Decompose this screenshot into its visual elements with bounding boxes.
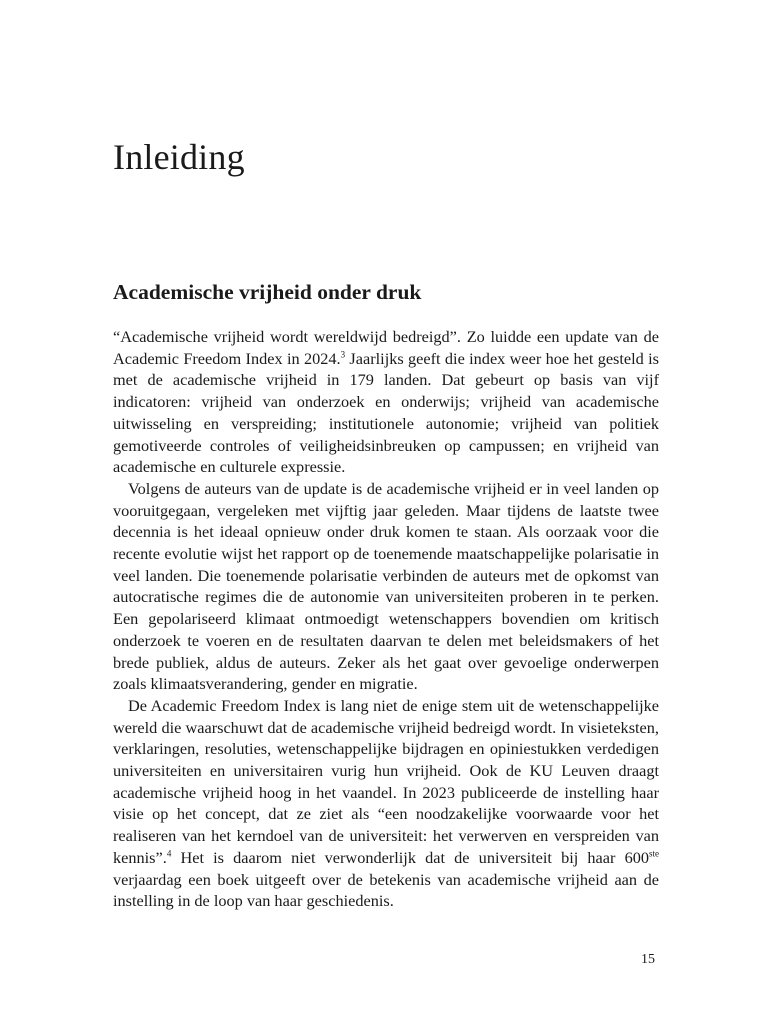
paragraph-3-text-b: Het is daarom niet verwonderlijk dat de universiteit bij haar 600 bbox=[171, 847, 649, 867]
body-text bbox=[113, 326, 659, 912]
paragraph-3-text-c: verjaardag een boek uitgeeft over de betekenis van academische vrijheid aan de instelling in de loop van haar geschiedenis. bbox=[113, 869, 659, 911]
paragraph-1-text-b: Jaarlijks geeft die index weer hoe het gesteld is met de academische vrijheid in 179 landen. Dat gebeurt op basis van vijf indicatoren: vrijheid van onderzoek en onderwijs; vrijheid van academische uitwisseling en verspreiding; institutionele autonomie; vrijheid van politiek gemotiveerde controles of veiligheidsinbreuken op campussen; en vrijheid van academische en culturele expressie. bbox=[113, 348, 660, 477]
paragraph-3-text-a: De Academic Freedom Index is lang niet de enige stem uit de wetenschappelijke wereld die waarschuwt dat de academische vrijheid bedreigd wordt. In visieteksten, verklaringen, resoluties, wetenschappelijke bijdragen en opiniestukken verdedigen universiteiten en universitairen vurig hun vrijheid. Ook de KU Leuven draagt academische vrijheid hoog in het vaandel. In 2023 publiceerde de instelling haar visie op het concept, dat ze ziet als “een noodzakelijke voorwaarde voor het realiseren van het kerndoel van de universiteit: het verwerven en verspreiden van kennis”. bbox=[113, 695, 659, 867]
paragraph-1-text-a: “Academische vrijheid wordt wereldwijd bedreigd”. Zo luidde een update van de Academic Freedom Index in 2024. bbox=[113, 327, 659, 368]
chapter-title: Inleiding bbox=[113, 137, 245, 177]
paragraph-3 bbox=[113, 695, 659, 912]
ordinal-suffix: ste bbox=[649, 848, 659, 859]
page-number: 15 bbox=[641, 952, 655, 967]
footnote-marker-3[interactable]: 3 bbox=[340, 349, 346, 360]
section-title: Academische vrijheid onder druk bbox=[113, 280, 422, 304]
footnote-marker-4[interactable]: 4 bbox=[166, 848, 172, 859]
paragraph-1 bbox=[113, 326, 659, 478]
paragraph-2: Volgens de auteurs van de update is de academische vrijheid er in veel landen op vooruitgegaan, vergeleken met vijftig jaar geleden. Maar tijdens de laatste twee decennia is het ideaal opnieuw onder druk komen te staan. Als oorzaak voor die recente evolutie wijst het rapport op de toenemende maatschappelijke polarisatie in veel landen. Die toenemende polarisatie verbinden de auteurs met de opkomst van autocratische regimes die de autonomie van universiteiten proberen in te perken. Een gepolariseerd klimaat ontmoedigt wetenschappers bovendien om kritisch onderzoek te voeren en de resultaten daarvan te delen met beleidsmakers of het brede publiek, aldus de auteurs. Zeker als het gaat over gevoelige onderwerpen zoals klimaatsverandering, gender en migratie. bbox=[113, 478, 659, 694]
